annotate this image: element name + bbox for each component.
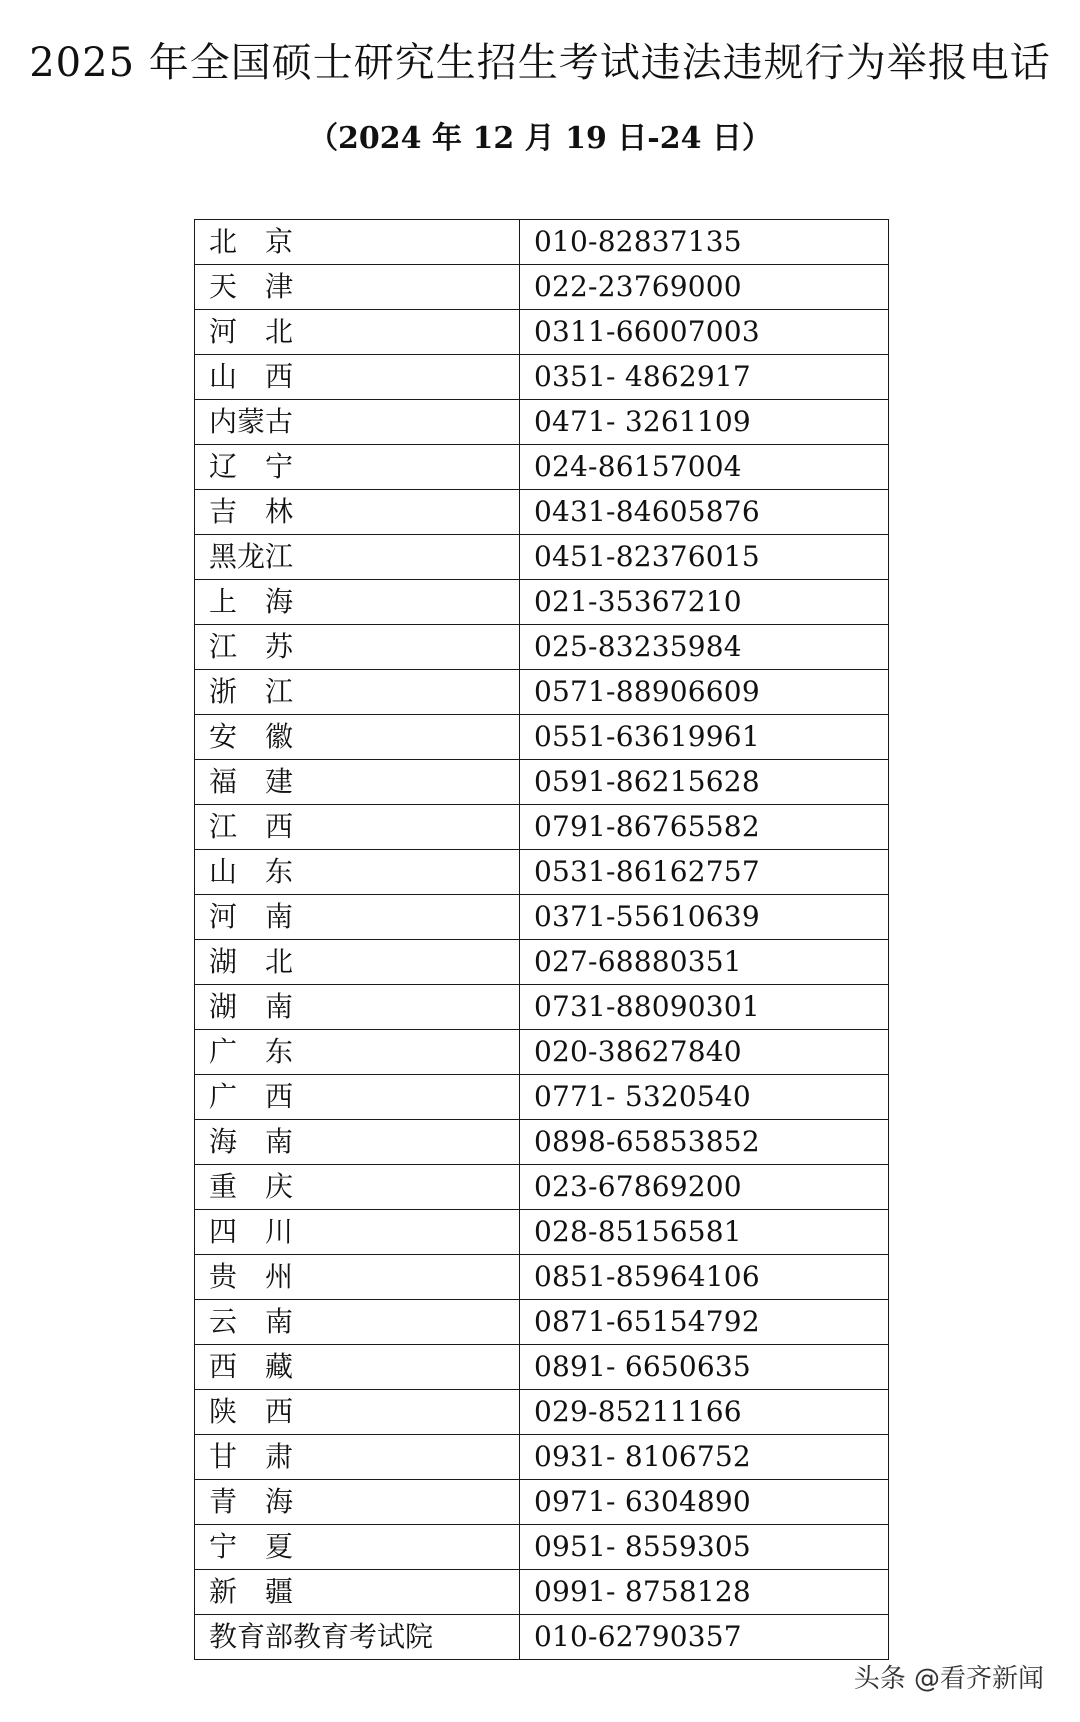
- phone-cell: 029-85211166: [520, 1390, 889, 1435]
- region-cell: 四 川: [195, 1210, 520, 1255]
- region-cell: 青 海: [195, 1480, 520, 1525]
- region-cell: 广 东: [195, 1030, 520, 1075]
- region-cell: 甘 肃: [195, 1435, 520, 1480]
- phone-cell: 0951- 8559305: [520, 1525, 889, 1570]
- table-row: [195, 265, 889, 310]
- table-row: [195, 715, 889, 760]
- table-row: [195, 1435, 889, 1480]
- region-cell: 北 京: [195, 220, 520, 265]
- region-cell: 天 津: [195, 265, 520, 310]
- table-row: [195, 1345, 889, 1390]
- table-row: [195, 1120, 889, 1165]
- region-cell: 河 北: [195, 310, 520, 355]
- phone-cell: 0731-88090301: [520, 985, 889, 1030]
- source-watermark: 头条 @看齐新闻: [853, 1664, 1044, 1694]
- region-cell: 湖 北: [195, 940, 520, 985]
- phone-cell: 0851-85964106: [520, 1255, 889, 1300]
- region-cell: 内蒙古: [195, 400, 520, 445]
- table-row: [195, 1165, 889, 1210]
- region-cell: 辽 宁: [195, 445, 520, 490]
- table-row: [195, 1300, 889, 1345]
- phone-cell: 0311-66007003: [520, 310, 889, 355]
- phone-cell: 0471- 3261109: [520, 400, 889, 445]
- table-row: [195, 1480, 889, 1525]
- table-row: [195, 940, 889, 985]
- table-row: [195, 310, 889, 355]
- table-row: [195, 1255, 889, 1300]
- phone-cell: 025-83235984: [520, 625, 889, 670]
- phone-cell: 0351- 4862917: [520, 355, 889, 400]
- phone-cell: 0971- 6304890: [520, 1480, 889, 1525]
- phone-cell: 0451-82376015: [520, 535, 889, 580]
- phone-cell: 027-68880351: [520, 940, 889, 985]
- document-subtitle: （2024 年 12 月 19 日-24 日）: [308, 121, 772, 156]
- phone-cell: 022-23769000: [520, 265, 889, 310]
- region-cell: 山 东: [195, 850, 520, 895]
- table-row: [195, 445, 889, 490]
- hotline-table-body: [195, 220, 889, 1660]
- phone-cell: 0891- 6650635: [520, 1345, 889, 1390]
- phone-cell: 021-35367210: [520, 580, 889, 625]
- region-cell: 安 徽: [195, 715, 520, 760]
- table-row: [195, 850, 889, 895]
- region-cell: 湖 南: [195, 985, 520, 1030]
- table-row: [195, 895, 889, 940]
- table-row: [195, 535, 889, 580]
- phone-cell: 010-62790357: [520, 1615, 889, 1660]
- region-cell: 宁 夏: [195, 1525, 520, 1570]
- region-cell: 江 西: [195, 805, 520, 850]
- phone-cell: 0898-65853852: [520, 1120, 889, 1165]
- region-cell: 黑龙江: [195, 535, 520, 580]
- region-cell: 江 苏: [195, 625, 520, 670]
- phone-cell: 0871-65154792: [520, 1300, 889, 1345]
- hotline-table: [194, 219, 889, 1660]
- table-row: [195, 1390, 889, 1435]
- table-row: [195, 220, 889, 265]
- region-cell: 重 庆: [195, 1165, 520, 1210]
- phone-cell: 0771- 5320540: [520, 1075, 889, 1120]
- table-row: [195, 625, 889, 670]
- phone-cell: 024-86157004: [520, 445, 889, 490]
- table-row: [195, 760, 889, 805]
- table-row: [195, 1210, 889, 1255]
- phone-cell: 0551-63619961: [520, 715, 889, 760]
- region-cell: 西 藏: [195, 1345, 520, 1390]
- phone-cell: 0531-86162757: [520, 850, 889, 895]
- region-cell: 浙 江: [195, 670, 520, 715]
- table-row: [195, 670, 889, 715]
- phone-cell: 023-67869200: [520, 1165, 889, 1210]
- phone-cell: 010-82837135: [520, 220, 889, 265]
- table-row: [195, 1075, 889, 1120]
- table-row: [195, 1615, 889, 1660]
- table-row: [195, 1030, 889, 1075]
- region-cell: 福 建: [195, 760, 520, 805]
- region-cell: 河 南: [195, 895, 520, 940]
- document-title: 2025 年全国硕士研究生招生考试违法违规行为举报电话: [29, 40, 1051, 86]
- phone-cell: 028-85156581: [520, 1210, 889, 1255]
- region-cell: 吉 林: [195, 490, 520, 535]
- region-cell: 海 南: [195, 1120, 520, 1165]
- region-cell: 陕 西: [195, 1390, 520, 1435]
- table-row: [195, 490, 889, 535]
- region-cell: 云 南: [195, 1300, 520, 1345]
- phone-cell: 0991- 8758128: [520, 1570, 889, 1615]
- region-cell: 新 疆: [195, 1570, 520, 1615]
- phone-cell: 020-38627840: [520, 1030, 889, 1075]
- phone-cell: 0371-55610639: [520, 895, 889, 940]
- table-row: [195, 355, 889, 400]
- phone-cell: 0931- 8106752: [520, 1435, 889, 1480]
- table-row: [195, 400, 889, 445]
- phone-cell: 0791-86765582: [520, 805, 889, 850]
- phone-cell: 0571-88906609: [520, 670, 889, 715]
- region-cell: 教育部教育考试院: [195, 1615, 520, 1660]
- region-cell: 上 海: [195, 580, 520, 625]
- region-cell: 山 西: [195, 355, 520, 400]
- table-row: [195, 805, 889, 850]
- table-row: [195, 1525, 889, 1570]
- table-row: [195, 985, 889, 1030]
- table-row: [195, 1570, 889, 1615]
- region-cell: 广 西: [195, 1075, 520, 1120]
- region-cell: 贵 州: [195, 1255, 520, 1300]
- phone-cell: 0591-86215628: [520, 760, 889, 805]
- table-row: [195, 580, 889, 625]
- phone-cell: 0431-84605876: [520, 490, 889, 535]
